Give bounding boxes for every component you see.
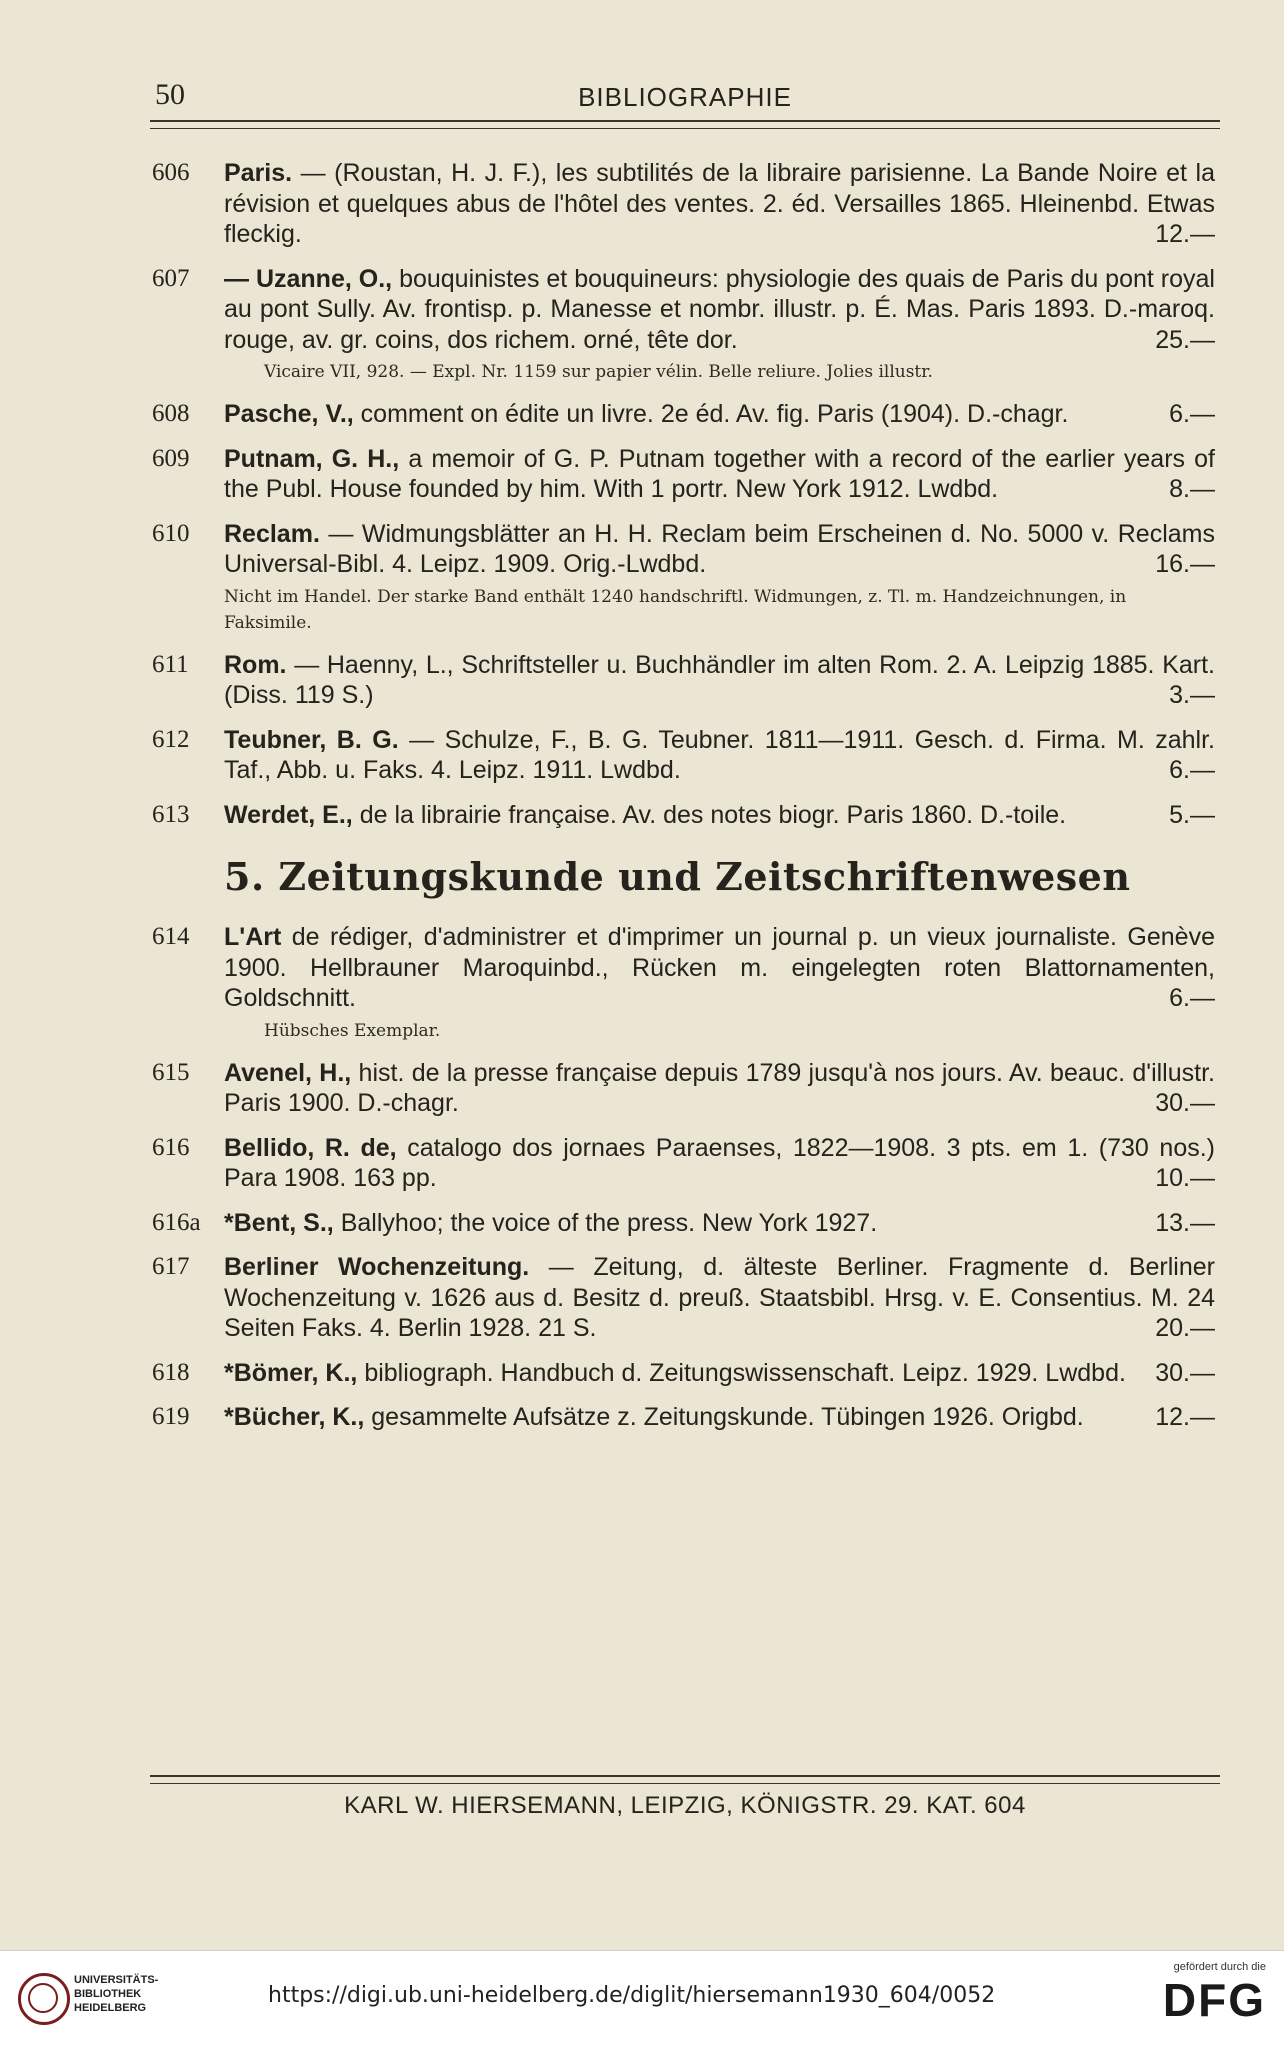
entry-author: Avenel, H., [224, 1058, 352, 1087]
header-rule [150, 120, 1220, 129]
entry-price: 5.— [1169, 800, 1215, 829]
catalog-entry [150, 1133, 1215, 1194]
entry-author: Paris. [224, 159, 293, 187]
entry-number: 610 [152, 519, 190, 547]
catalog-entry [150, 158, 1215, 250]
entry-price: 16.— [1155, 550, 1215, 578]
viewer-footer-bar [0, 1950, 1284, 2052]
page-url-link[interactable]: https://digi.ub.uni-heidelberg.de/diglit/hiersemann1930_604/0052 [268, 1983, 996, 2008]
catalog-entry [150, 800, 1215, 831]
catalog-entry [150, 444, 1215, 505]
entry-body [224, 922, 1215, 1014]
entry-author: *Bömer, K., [224, 1358, 358, 1387]
entry-description: — Zeitung, d. älteste Berliner. Fragmente d. Berliner Wochenzeitung v. 1626 aus d. Besitz d. preuß. Staatsbibl. Hrsg. v. E. Consentius. M. 24 Seiten Faks. 4. Berlin 1928. 21 S. [224, 1253, 1215, 1342]
entry-body [224, 1208, 1215, 1239]
library-seal-inner-icon [28, 1983, 58, 2013]
entry-price: 30.— [1155, 1358, 1215, 1387]
entry-description: — Schulze, F., B. G. Teubner. 1811—1911. Gesch. d. Firma. M. zahlr. Taf., Abb. u. Faks. 4. Leipz. 1911. Lwdbd. [224, 725, 1215, 784]
entry-number: 616a [152, 1208, 201, 1236]
catalog-entry [150, 1358, 1215, 1389]
entry-note: Nicht im Handel. Der starke Band enthält 1240 handschriftl. Widmungen, z. Tl. m. Handzeichnungen, in Faksimile. [224, 586, 1127, 633]
entry-body [224, 1058, 1215, 1119]
entry-description: bibliograph. Handbuch d. Zeitungswissenschaft. Leipz. 1929. Lwdbd. [357, 1358, 1126, 1387]
entry-number: 608 [152, 400, 190, 427]
catalog-entry [150, 1402, 1215, 1433]
entry-description: gesammelte Aufsätze z. Zeitungskunde. Tübingen 1926. Origbd. [364, 1403, 1084, 1431]
entry-number: 614 [152, 923, 190, 950]
entry-author: Rom. [224, 650, 287, 679]
entry-price: 6.— [1169, 984, 1215, 1012]
entry-price: 6.— [1169, 756, 1215, 784]
entry-author: L'Art [224, 923, 282, 951]
catalog-entry [150, 725, 1215, 786]
entry-body [224, 1402, 1215, 1433]
entry-body [224, 650, 1215, 711]
entry-body [224, 264, 1215, 356]
entry-description: — Widmungsblätter an H. H. Reclam beim Erscheinen d. No. 5000 v. Reclams Universal-Bibl. 4. Leipz. 1909. Orig.-Lwdbd. [224, 519, 1215, 578]
entry-number: 618 [152, 1358, 190, 1386]
catalog-entry [150, 650, 1215, 711]
entry-description: — (Roustan, H. J. F.), les subtilités de la libraire parisienne. La Bande Noire et la révision et quelques abus de l'hôtel des ventes. 2. éd. Versailles 1865. Hleinenbd. Etwas fleckig. [224, 159, 1215, 248]
entry-author: Bellido, R. de, [224, 1133, 397, 1162]
entry-price: 20.— [1155, 1314, 1215, 1342]
entry-body [224, 1133, 1215, 1194]
page-header [155, 78, 1215, 122]
entry-body [224, 399, 1215, 430]
entry-price: 3.— [1169, 681, 1215, 709]
catalog-entry [150, 1208, 1215, 1239]
entry-note: Vicaire VII, 928. — Expl. Nr. 1159 sur papier vélin. Belle reliure. Jolies illustr. [264, 362, 933, 382]
entry-number: 613 [152, 800, 190, 828]
entry-price: 6.— [1169, 400, 1215, 428]
entry-body [224, 1358, 1215, 1389]
catalog-entry [150, 519, 1215, 636]
entry-author: Putnam, G. H., [224, 444, 400, 473]
entry-author: Reclam. [224, 519, 320, 548]
dfg-wordmark: DFG [1162, 1974, 1266, 2026]
entry-author: Teubner, B. G. [224, 725, 399, 754]
entry-description: comment on édite un livre. 2e éd. Av. fig. Paris (1904). D.-chagr. [353, 400, 1069, 428]
entries-newspapers [150, 922, 1215, 1433]
entry-description: — Haenny, L., Schriftsteller u. Buchhändler im alten Rom. 2. A. Leipzig 1885. Kart. (Diss. 119 S.) [224, 650, 1215, 709]
entry-number: 611 [152, 650, 189, 678]
entry-price: 8.— [1169, 475, 1215, 503]
entry-list [150, 158, 1215, 1447]
entry-author: *Bücher, K., [224, 1403, 365, 1431]
catalog-entry [150, 1058, 1215, 1119]
entry-description: catalogo dos jornaes Paraenses, 1822—1908. 3 pts. em 1. (730 nos.) Para 1908. 163 pp. [224, 1133, 1215, 1192]
entry-author: Berliner Wochenzeitung. [224, 1253, 530, 1281]
entry-number: 612 [152, 725, 190, 753]
entry-description: de rédiger, d'administrer et d'imprimer un journal p. un vieux journaliste. Genève 1900. Hellbrauner Maroquinbd., Rücken m. eingelegten roten Blattornamenten, Goldschnitt. [224, 923, 1215, 1012]
entry-body [224, 519, 1215, 580]
entry-author: *Bent, S., [224, 1208, 334, 1237]
entry-body [224, 800, 1215, 831]
entry-number: 607 [152, 264, 190, 292]
catalog-entry [150, 1252, 1215, 1344]
entry-description: de la librairie française. Av. des notes biogr. Paris 1860. D.-toile. [352, 800, 1067, 829]
library-logo-text: UNIVERSITÄTS- BIBLIOTHEK HEIDELBERG [74, 1974, 159, 2014]
catalog-entry [150, 399, 1215, 430]
sponsor-caption: gefördert durch die [1173, 1961, 1266, 1973]
entry-price: 10.— [1155, 1164, 1215, 1192]
entry-number: 619 [152, 1403, 190, 1430]
entry-number: 609 [152, 444, 190, 472]
entry-note: Hübsches Exemplar. [264, 1020, 441, 1041]
entry-body [224, 1252, 1215, 1344]
entry-description: hist. de la presse française depuis 1789 jusqu'à nos jours. Av. beauc. d'illustr. Paris 1900. D.-chagr. [224, 1058, 1215, 1117]
running-title: BIBLIOGRAPHIE [578, 82, 792, 112]
page-number: 50 [155, 78, 185, 111]
entry-author: — Uzanne, O., [224, 264, 393, 293]
entry-number: 606 [152, 159, 190, 186]
footer-rule [150, 1775, 1220, 1784]
dfg-logo[interactable] [1126, 1961, 1266, 2027]
entry-body [224, 158, 1215, 250]
entry-price: 12.— [1155, 220, 1215, 248]
entry-number: 616 [152, 1133, 190, 1161]
entry-description: a memoir of G. P. Putnam together with a record of the earlier years of the Publ. House founded by him. With 1 portr. New York 1912. Lwdbd. [224, 444, 1215, 503]
entry-author: Pasche, V., [224, 400, 354, 428]
publisher-imprint: KARL W. HIERSEMANN, LEIPZIG, KÖNIGSTR. 29. KAT. 604 [344, 1792, 1026, 1819]
entry-body [224, 444, 1215, 505]
entry-description: Ballyhoo; the voice of the press. New York 1927. [333, 1208, 878, 1237]
entry-price: 30.— [1155, 1089, 1215, 1117]
catalog-entry [150, 922, 1215, 1044]
entry-price: 12.— [1155, 1403, 1215, 1431]
entry-price: 25.— [1155, 325, 1215, 354]
entry-number: 617 [152, 1253, 190, 1280]
entry-description: bouquinistes et bouquineurs: physiologie des quais de Paris du pont royal au pont Sully. Av. frontisp. p. Manesse et nombr. illustr. p. É. Mas. Paris 1893. D.-maroq. rouge, av. gr. coins, dos richem. orné, tête dor. [224, 264, 1215, 354]
entry-body [224, 725, 1215, 786]
section-heading: 5. Zeitungskunde und Zeitschriftenwesen [224, 854, 1131, 899]
entry-author: Werdet, E., [224, 800, 353, 829]
entry-price: 13.— [1155, 1208, 1215, 1237]
university-library-logo[interactable] [18, 1973, 168, 2033]
catalog-entry [150, 264, 1215, 386]
entry-number: 615 [152, 1058, 190, 1086]
entries-bookselling [150, 158, 1215, 830]
